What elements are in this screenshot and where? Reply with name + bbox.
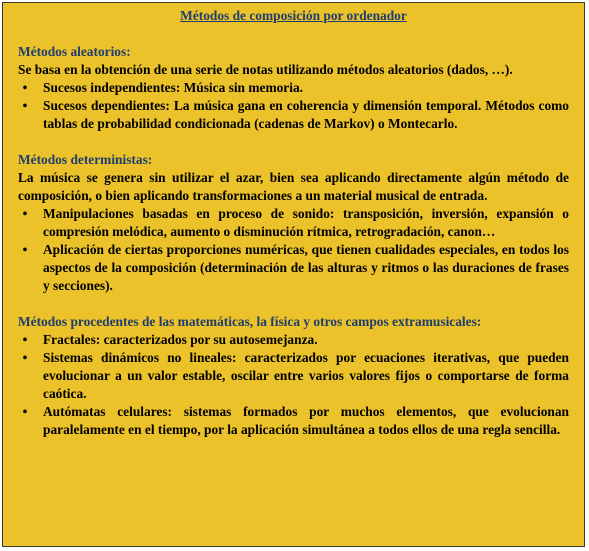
list-item-text: Sucesos dependientes: La música gana en coherencia y dimensión temporal. Métodos como tablas de probabilidad condicionada (cadenas de Markov) o Montecarlo. bbox=[43, 98, 569, 131]
list-item-text: Sucesos independientes: Música sin memoria. bbox=[43, 80, 304, 95]
bullet-icon: • bbox=[22, 350, 28, 365]
list-item bbox=[18, 331, 569, 349]
section-deterministic bbox=[18, 151, 569, 295]
list-item bbox=[18, 241, 569, 295]
list-item-text: Manipulaciones basadas en proceso de sonido: transposición, inversión, expansión o compresión melódica, aumento o disminución rítmica, retrogradación, canon… bbox=[43, 206, 569, 239]
list-item bbox=[18, 79, 569, 97]
bullet-list bbox=[18, 79, 569, 133]
list-item-text: Sistemas dinámicos no lineales: caracterizados por ecuaciones iterativas, que pueden evolucionar a un valor estable, oscilar entre varios valores fijos o comportarse de forma caótica. bbox=[43, 350, 569, 401]
document-title: Métodos de composición por ordenador bbox=[180, 8, 407, 23]
section-extramusical bbox=[18, 313, 569, 439]
list-item bbox=[18, 403, 569, 439]
bullet-icon: • bbox=[22, 332, 28, 347]
list-item bbox=[18, 205, 569, 241]
list-item-text: Aplicación de ciertas proporciones numéricas, que tienen cualidades especiales, en todos los aspectos de la composición (determinación de las alturas y ritmos o las duraciones de frases y secciones). bbox=[43, 242, 569, 293]
list-item-text: Autómatas celulares: sistemas formados por muchos elementos, que evolucionan paralelamente en el tiempo, por la aplicación simultánea a todos ellos de una regla sencilla. bbox=[43, 404, 569, 437]
bullet-icon: • bbox=[22, 98, 28, 113]
section-intro: La música se genera sin utilizar el azar, bien sea aplicando directamente algún método de composición, o bien aplicando transformaciones a un material musical de entrada. bbox=[18, 170, 569, 203]
section-heading: Métodos aleatorios: bbox=[18, 44, 131, 59]
list-item bbox=[18, 97, 569, 133]
bullet-icon: • bbox=[22, 206, 28, 221]
list-item bbox=[18, 349, 569, 403]
bullet-list bbox=[18, 205, 569, 295]
bullet-list bbox=[18, 331, 569, 439]
bullet-icon: • bbox=[22, 404, 28, 419]
spacer bbox=[18, 133, 569, 151]
section-intro: Se basa en la obtención de una serie de notas utilizando métodos aleatorios (dados, …). bbox=[18, 62, 513, 77]
section-random bbox=[18, 43, 569, 133]
bullet-icon: • bbox=[22, 242, 28, 257]
spacer bbox=[18, 295, 569, 313]
text-box bbox=[2, 2, 585, 547]
section-heading: Métodos procedentes de las matemáticas, la física y otros campos extramusicales: bbox=[18, 314, 482, 329]
list-item-text: Fractales: caracterizados por su autosemejanza. bbox=[43, 332, 318, 347]
bullet-icon: • bbox=[22, 80, 28, 95]
section-heading: Métodos deterministas: bbox=[18, 152, 153, 167]
